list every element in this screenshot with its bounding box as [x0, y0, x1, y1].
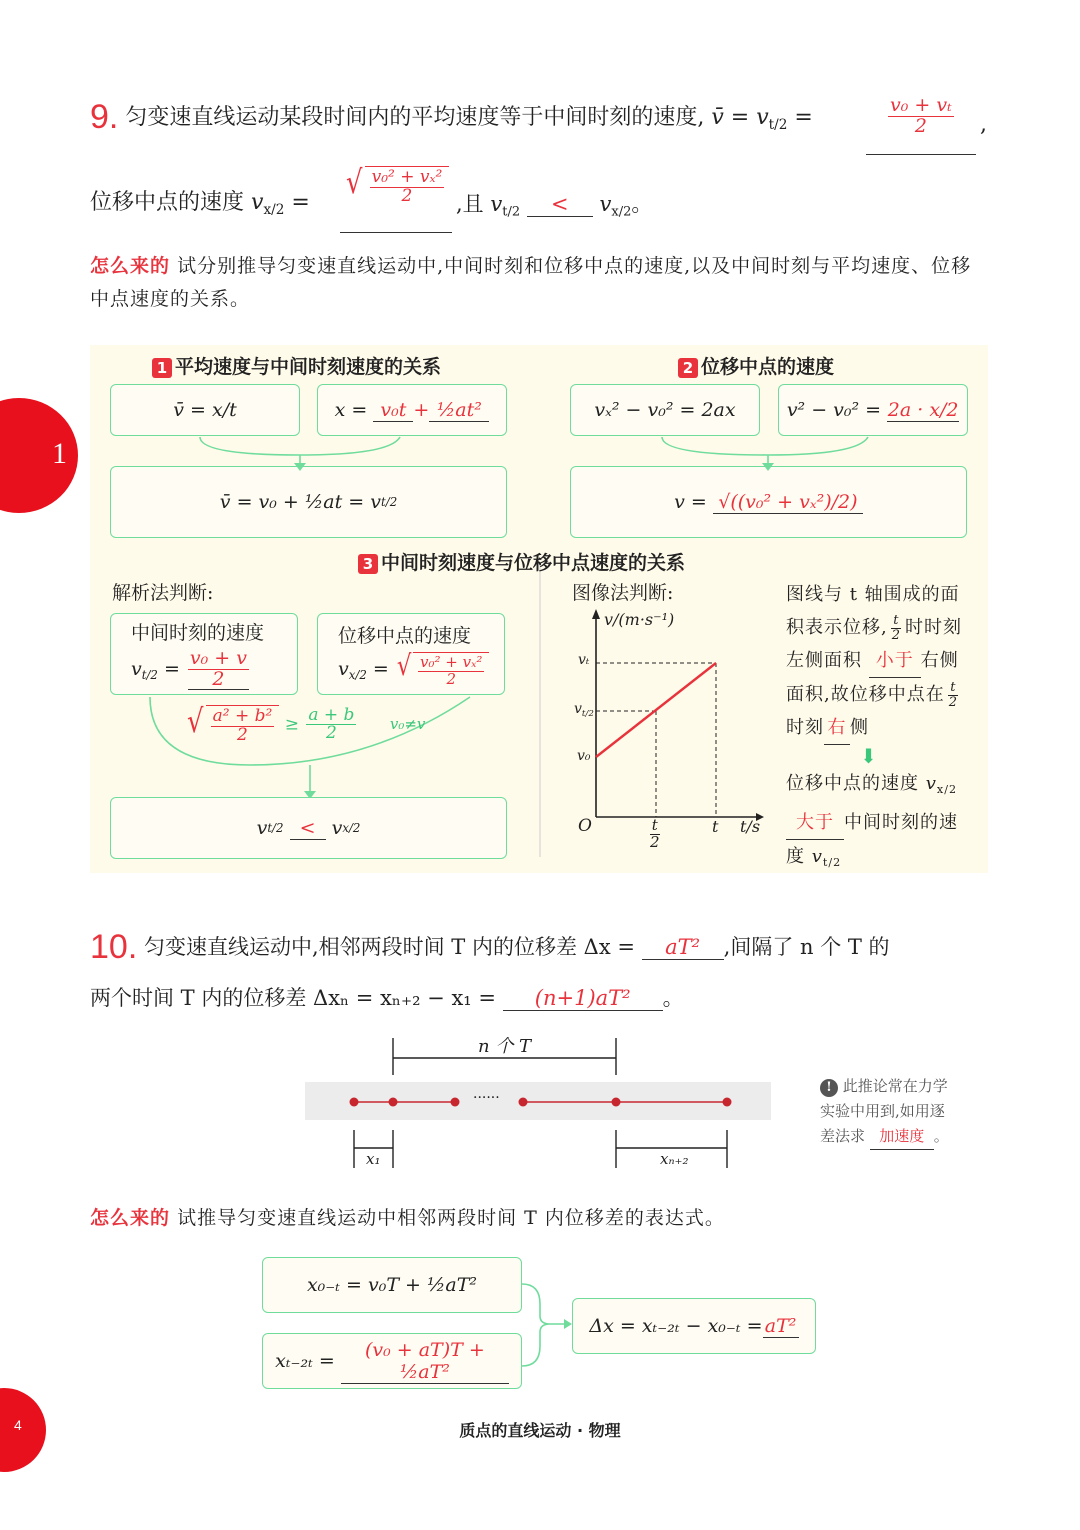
- note1-ans: 小于: [869, 644, 921, 678]
- box-kinematic: vₓ² − v₀² = 2ax: [570, 384, 760, 436]
- graph-thalf: [648, 818, 662, 851]
- q9-line1: 9. 匀变速直线运动某段时间内的平均速度等于中间时刻的速度, v̄ = $v_{t/2}$ =: [90, 98, 813, 136]
- derive-brace: [520, 1280, 574, 1370]
- graph-vhalf-text: v: [574, 701, 582, 717]
- b2-ans2: ½at²: [429, 399, 489, 422]
- how1-text: 试分别推导匀变速直线运动中,中间时刻和位移中点的速度,以及中间时刻与平均速度、位移中点速度的关系。: [90, 255, 972, 311]
- graph-vhalf: $v_{t/2}$: [574, 701, 594, 720]
- eq-sign: =: [730, 105, 750, 130]
- q9-line2: 位移中点的速度 $v_{x/2}$ =: [90, 190, 310, 218]
- box-avg-velocity: v̄ = x/t: [110, 384, 300, 436]
- d3-prefix: Δx = xₜ₋₂ₜ − x₀₋ₜ =: [589, 1315, 763, 1337]
- tape-dots: ······: [473, 1090, 500, 1106]
- graph-thalf-den: 2: [650, 832, 660, 851]
- mid-time-den: 2: [212, 667, 225, 690]
- q10-line2: [90, 982, 684, 1012]
- q9-answer1: [866, 96, 976, 155]
- box-delta-x: [572, 1298, 816, 1354]
- q9-ans-num: v₀ + vₜ: [890, 94, 952, 116]
- q9-answer2: √ $\frac{\text{v₀² + vₓ²}}{2}$: [340, 164, 452, 233]
- q10-period: 。: [662, 986, 684, 1010]
- q9-compare: <: [527, 192, 593, 217]
- graph-origin: O: [578, 816, 592, 836]
- warning-icon: !: [820, 1079, 838, 1097]
- tip-period: 。: [933, 1127, 949, 1145]
- b6-prefix: v =: [674, 491, 707, 513]
- q9-text: 匀变速直线运动某段时间内的平均速度等于中间时刻的速度,: [125, 105, 705, 130]
- tip-text: 此推论常在力学实验中用到,如用逐差法求: [820, 1077, 948, 1145]
- tape-span-label: n 个 T: [478, 1036, 532, 1057]
- b5-prefix: v² − v₀² =: [786, 399, 882, 421]
- chapter-number: 1: [52, 437, 67, 470]
- b2-prefix: x =: [334, 399, 368, 421]
- ineq-den: 2: [237, 724, 248, 745]
- b2-plus: +: [413, 399, 430, 421]
- v-mid-disp: v: [251, 190, 264, 215]
- q10-line1: [90, 928, 1000, 967]
- section1-badge: 1: [152, 358, 172, 378]
- result-sign: <: [290, 817, 326, 840]
- how2-paragraph: [90, 1202, 990, 1235]
- q9-ans-den: 2: [914, 114, 927, 137]
- mid-time-ans: v₀ + v: [189, 646, 248, 669]
- inequality: √ $\frac{\text{a² + b²}}{2}$ ≥ $\frac{a + b}{2}$ v₀≠v: [187, 702, 426, 745]
- box-second-T: [262, 1333, 522, 1389]
- q10-number: 10.: [90, 928, 138, 966]
- q9-sqrt-den: 2: [401, 185, 413, 206]
- note3b: 中间时刻的速度: [786, 811, 958, 867]
- q9-number: 9.: [90, 98, 119, 136]
- graph-xlabel: t/s: [740, 817, 761, 836]
- mid-time-label: 中间时刻的速度: [131, 621, 265, 644]
- graph-t: t: [712, 817, 719, 836]
- tape-x1: x₁: [366, 1150, 381, 1168]
- graph-vt: vₜ: [578, 652, 590, 668]
- how1-label: 怎么来的: [90, 255, 171, 277]
- q9-comma: ,: [980, 112, 987, 137]
- ineq-cond: v₀≠v: [389, 715, 426, 734]
- d3-ans: aT²: [763, 1315, 799, 1338]
- graph-v0: v₀: [577, 748, 591, 764]
- graph-ylabel: v/(m·s⁻¹): [604, 610, 675, 629]
- section1-title-text: 平均速度与中间时刻速度的关系: [175, 356, 442, 378]
- q9-compare-line: ,且 $v_{t/2} < v_{x/2}$。: [456, 192, 653, 220]
- q9-period: 。: [631, 192, 653, 216]
- b6-ans: √((v₀² + vₓ²)/2): [713, 491, 863, 514]
- q9-sqrt-num: v₀² + vₓ²: [371, 167, 443, 187]
- q9-and: ,且: [456, 192, 484, 216]
- ineq-left: a² + b²: [212, 706, 273, 726]
- q10-text2: ,间隔了 n 个 T 的: [723, 935, 890, 959]
- mid-disp-den: 2: [446, 669, 456, 688]
- q10-ans1: aT²: [642, 935, 724, 960]
- box-mid-disp-velocity: 位移中点的速度 $v_{x/2}$ = √ $\frac{\text{v₀² + vₓ²}}{2}$: [317, 613, 505, 695]
- section3-badge: 3: [358, 554, 378, 574]
- q10-ans2: (n+1)aT²: [503, 986, 663, 1011]
- tape-xn2: xₙ₊₂: [660, 1150, 689, 1168]
- box-mid-time-result: v̄ = v₀ + ½at = v t/2: [110, 466, 507, 538]
- v-mid-time: v: [756, 105, 769, 130]
- note1: 图线与 t 轴围成的面积表示位移,: [786, 584, 960, 638]
- b5-ans: 2a · x/2: [887, 398, 959, 421]
- how1-paragraph: [90, 250, 990, 317]
- note3-ans: 大于: [786, 806, 844, 840]
- b2-ans1: v₀t: [373, 399, 413, 422]
- how2-label: 怎么来的: [90, 1207, 171, 1229]
- result-right: v: [331, 817, 343, 839]
- section2-badge: 2: [678, 358, 698, 378]
- ineq-sign: ≥: [284, 714, 299, 735]
- graph-thalf-num: t: [651, 816, 658, 834]
- analysis-label: 解析法判断:: [112, 582, 214, 604]
- vbar: v̄: [711, 105, 724, 130]
- note3: 位移中点的速度: [786, 773, 919, 794]
- section3-title: [358, 548, 685, 575]
- note2c: 侧: [850, 717, 869, 738]
- ineq-right: a + b: [308, 704, 355, 725]
- box-compare-result: v t/2 < v x/2: [110, 797, 507, 859]
- q9-line2-prefix: 位移中点的速度: [90, 190, 245, 215]
- box-first-T: x₀₋ₜ = v₀T + ½aT²: [262, 1257, 522, 1313]
- q10-text1: 匀变速直线运动中,相邻两段时间 T 内的位移差 Δx =: [143, 935, 635, 959]
- y-axis-arrow: [592, 609, 600, 619]
- page-number: 4: [14, 1417, 22, 1433]
- note1b: 时刻左侧面积: [786, 617, 963, 671]
- b3-text: v̄ = v₀ + ½at = v: [219, 491, 381, 513]
- mid-disp-ans: v₀² + vₓ²: [420, 652, 483, 671]
- section2-title-text: 位移中点的速度: [701, 356, 835, 378]
- note2: 右侧面积,故位移中点在: [786, 650, 959, 705]
- box-mid-time-velocity: 中间时刻的速度 $v_{t/2}$ = $\frac{\text{v₀ + v}}{2}$: [110, 613, 298, 695]
- d2-prefix: xₜ₋₂ₜ =: [275, 1350, 335, 1372]
- note2-ans: 右: [824, 711, 850, 745]
- down-arrow-icon: ⬇: [860, 744, 878, 768]
- graph-label: 图像法判断:: [572, 582, 674, 604]
- ineq-right-den: 2: [325, 723, 337, 744]
- how2-text: 试推导匀变速直线运动中相邻两段时间 T 内位移差的表达式。: [177, 1207, 725, 1229]
- graph-notes: 图线与 t 轴围成的面积表示位移, $\frac{t}{2}$ 时时刻左侧面积 小于 右侧面积,故位移中点在 $\frac{t}{2}$ 时刻 右 侧 ⬇ 位移中点的速度 $v_{x/2}$ 大于 中间时刻的速度 $v_{t/2}$: [786, 584, 963, 869]
- mid-disp-label: 位移中点的速度: [338, 624, 472, 647]
- footer-title: 质点的直线运动 · 物理: [459, 1421, 621, 1440]
- result-left: v: [256, 817, 268, 839]
- q10-text3: 两个时间 T 内的位移差 Δxₙ = xₙ₊₂ − x₁ =: [90, 986, 496, 1010]
- section3-title-text: 中间时刻速度与位移中点速度的关系: [381, 552, 686, 574]
- note2b: 时刻: [786, 717, 824, 738]
- tip-ans: 加速度: [870, 1124, 934, 1150]
- d2-ans: (v₀ + aT)T + ½aT²: [341, 1339, 509, 1384]
- tip-note: [820, 1074, 958, 1150]
